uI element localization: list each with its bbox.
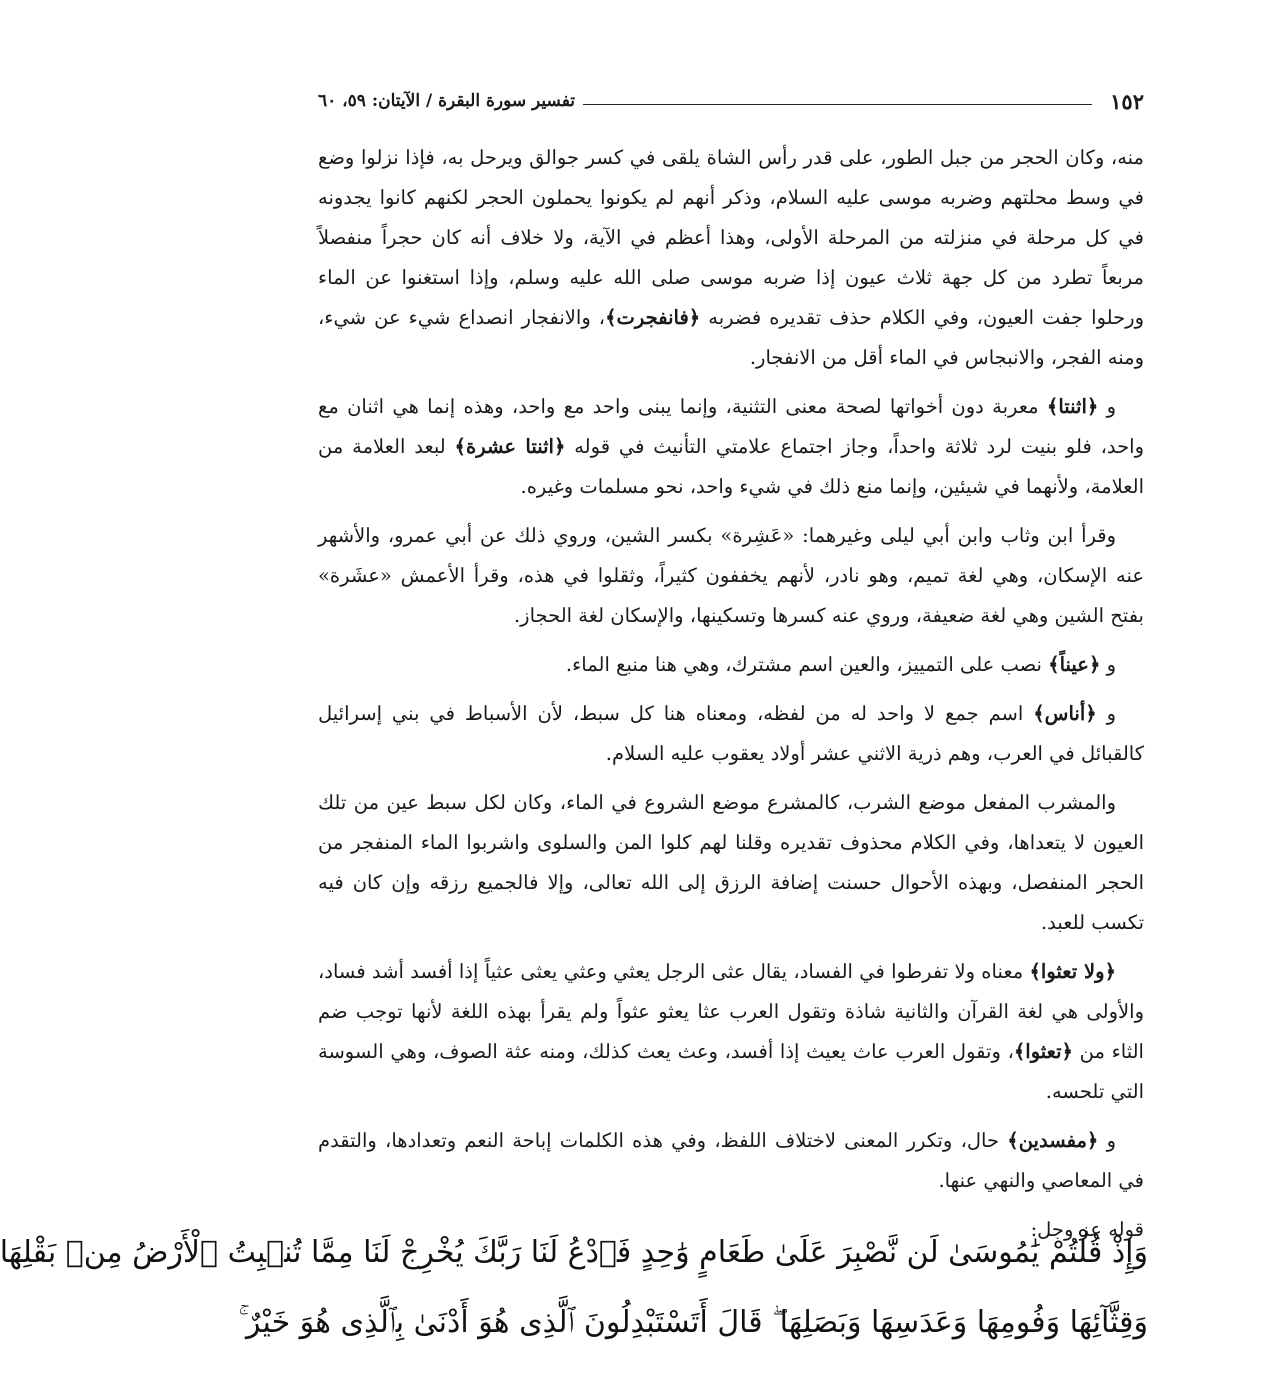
verse-line-1: وَإِذْ قُلْتُمْ يَٰمُوسَىٰ لَن نَّصْبِرَ عَلَىٰ طَعَامٍ وَٰحِدٍ فَٱدْعُ لَنَا رَبَّكَ يُخْرِجْ لَنَا مِمَّا تُنۢبِتُ ٱلْأَرْضُ مِنۢ بَقْلِهَا	[0, 1235, 1148, 1270]
paragraph-text: والمشرب المفعل موضع الشرب، كالمشرع موضع الشروع في الماء، وكان لكل سبط عين من تلك العيون لا يتعداها، وفي الكلام محذوف تقديره وقلنا لهم كلوا المن والسلوى واشربوا الماء المنفجر من الحجر المنفصل، وبهذه الأحوال حسنت إضافة الرزق إلى الله تعالى، وإلا فالجميع رزقه وإن كان فيه تكسب للعبد.	[318, 791, 1144, 934]
paragraph-text: و	[1096, 702, 1116, 725]
paragraph-text: اسم جمع لا واحد له من لفظه، ومعناه هنا كل سبط، لأن الأسباط في بني إسرائيل كالقبائل في العرب، وهم ذرية الاثني عشر أولاد يعقوب عليه السلام.	[318, 702, 1144, 765]
paragraph	[318, 952, 1144, 1112]
quran-word: ﴿ولا تعثوا﴾	[1029, 960, 1116, 983]
running-title: تفسير سورة البقرة / الآيتان: ٥٩، ٦٠	[318, 91, 576, 111]
quran-word: ﴿تعثوا﴾	[1013, 1040, 1073, 1063]
paragraph-text: و	[1098, 395, 1116, 418]
paragraph-text: حال، وتكرر المعنى لاختلاف اللفظ، وفي هذه الكلمات إباحة النعم وتعدادها، والتقدم في المعاصي والنهي عنها.	[318, 1129, 1144, 1192]
quran-word: ﴿اثنتا﴾	[1046, 395, 1099, 418]
paragraph-text: وقرأ ابن وثاب وابن أبي ليلى وغيرهما: «عَشِرة» بكسر الشين، وروي ذلك عن أبي عمرو، والأشهر عنه الإسكان، وهي لغة تميم، وهو نادر، لأنهم يخففون كثيراً، وثقلوا في هذه، وقرأ الأعمش «عشَرة» بفتح الشين وهي لغة ضعيفة، وروي عنه كسرها وتسكينها، والإسكان لغة الحجاز.	[318, 524, 1144, 627]
paragraph	[318, 645, 1144, 685]
paragraph	[318, 1121, 1144, 1201]
quran-word: ﴿أناس﴾	[1033, 702, 1097, 725]
paragraph-text: نصب على التمييز، والعين اسم مشترك، وهي هنا منبع الماء.	[565, 653, 1049, 676]
quran-word: ﴿اثنتا عشرة﴾	[454, 435, 566, 458]
paragraph	[318, 138, 1144, 378]
quran-word: ﴿فانفجرت﴾	[605, 306, 701, 329]
paragraph	[318, 387, 1144, 507]
paragraph-text: و	[1100, 653, 1116, 676]
paragraph-text: و	[1098, 1129, 1116, 1152]
verse-intro: قوله عز وجل:	[1030, 1218, 1144, 1241]
quran-verse	[0, 1218, 1148, 1358]
paragraph-text: معناه ولا تفرطوا في الفساد، يقال عثى الرجل يعثي وعثي يعثى عثياً إذا أفسد أشد فساد، والأولى هي لغة القرآن والثانية شاذة وتقول العرب عثا يعثو عثواً ولم يقرأ بهذه اللغة لأنها توجب ضم الثاء من	[318, 960, 1144, 1063]
paragraph-text: ، وتقول العرب عاث يعيث إذا أفسد، وعث يعث كذلك، ومنه عثة الصوف، وهي السوسة التي تلحسه.	[318, 1040, 1144, 1103]
page-header	[318, 86, 1144, 116]
paragraph-text: معربة دون أخواتها لصحة معنى التثنية، وإنما يبنى واحد مع واحد، وهذه إنما هي اثنان مع واحد، فلو بنيت لرد ثلاثة واحداً، وجاز اجتماع علامتي التأنيث في قوله	[318, 395, 1145, 458]
paragraph-list	[318, 138, 1144, 1201]
verse-line-2: وَقِثَّآئِهَا وَفُومِهَا وَعَدَسِهَا وَبَصَلِهَا ۖ قَالَ أَتَسْتَبْدِلُونَ ٱلَّذِى هُوَ أَدْنَىٰ بِٱلَّذِى هُوَ خَيْرٌ ۚ	[238, 1305, 1148, 1340]
paragraph-text: لبعد العلامة من العلامة، ولأنهما في شيئين، وإنما منع ذلك في شيء واحد، نحو مسلمات وغيره.	[318, 435, 1144, 498]
quran-word: ﴿مفسدين﴾	[1007, 1129, 1099, 1152]
commentary-body	[318, 138, 1144, 1259]
paragraph	[318, 694, 1144, 774]
paragraph	[318, 516, 1144, 636]
header-rule	[583, 104, 1092, 105]
quran-word: ﴿عيناً﴾	[1048, 653, 1101, 676]
paragraph-text: ، والانفجار انصداع شيء عن شيء، ومنه الفجر، والانبجاس في الماء أقل من الانفجار.	[318, 306, 1144, 369]
paragraph	[318, 783, 1144, 943]
page-number: ١٥٢	[1110, 88, 1144, 114]
paragraph-text: منه، وكان الحجر من جبل الطور، على قدر رأس الشاة يلقى في كسر جوالق ويرحل به، فإذا نزلوا وضع في وسط محلتهم وضربه موسى عليه السلام، وذكر أنهم لم يكونوا يحملون الحجر لكنهم كانوا يجدونه في كل مرحلة في منزلته من المرحلة الأولى، وهذا أعظم في الآية، ولا خلاف أنه كان حجراً منفصلاً مربعاً تطرد من كل جهة ثلاث عيون إذا ضربه موسى صلى الله عليه وسلم، وإذا استغنوا عن الماء ورحلوا جفت العيون، وفي الكلام حذف تقديره فضربه	[318, 146, 1144, 329]
